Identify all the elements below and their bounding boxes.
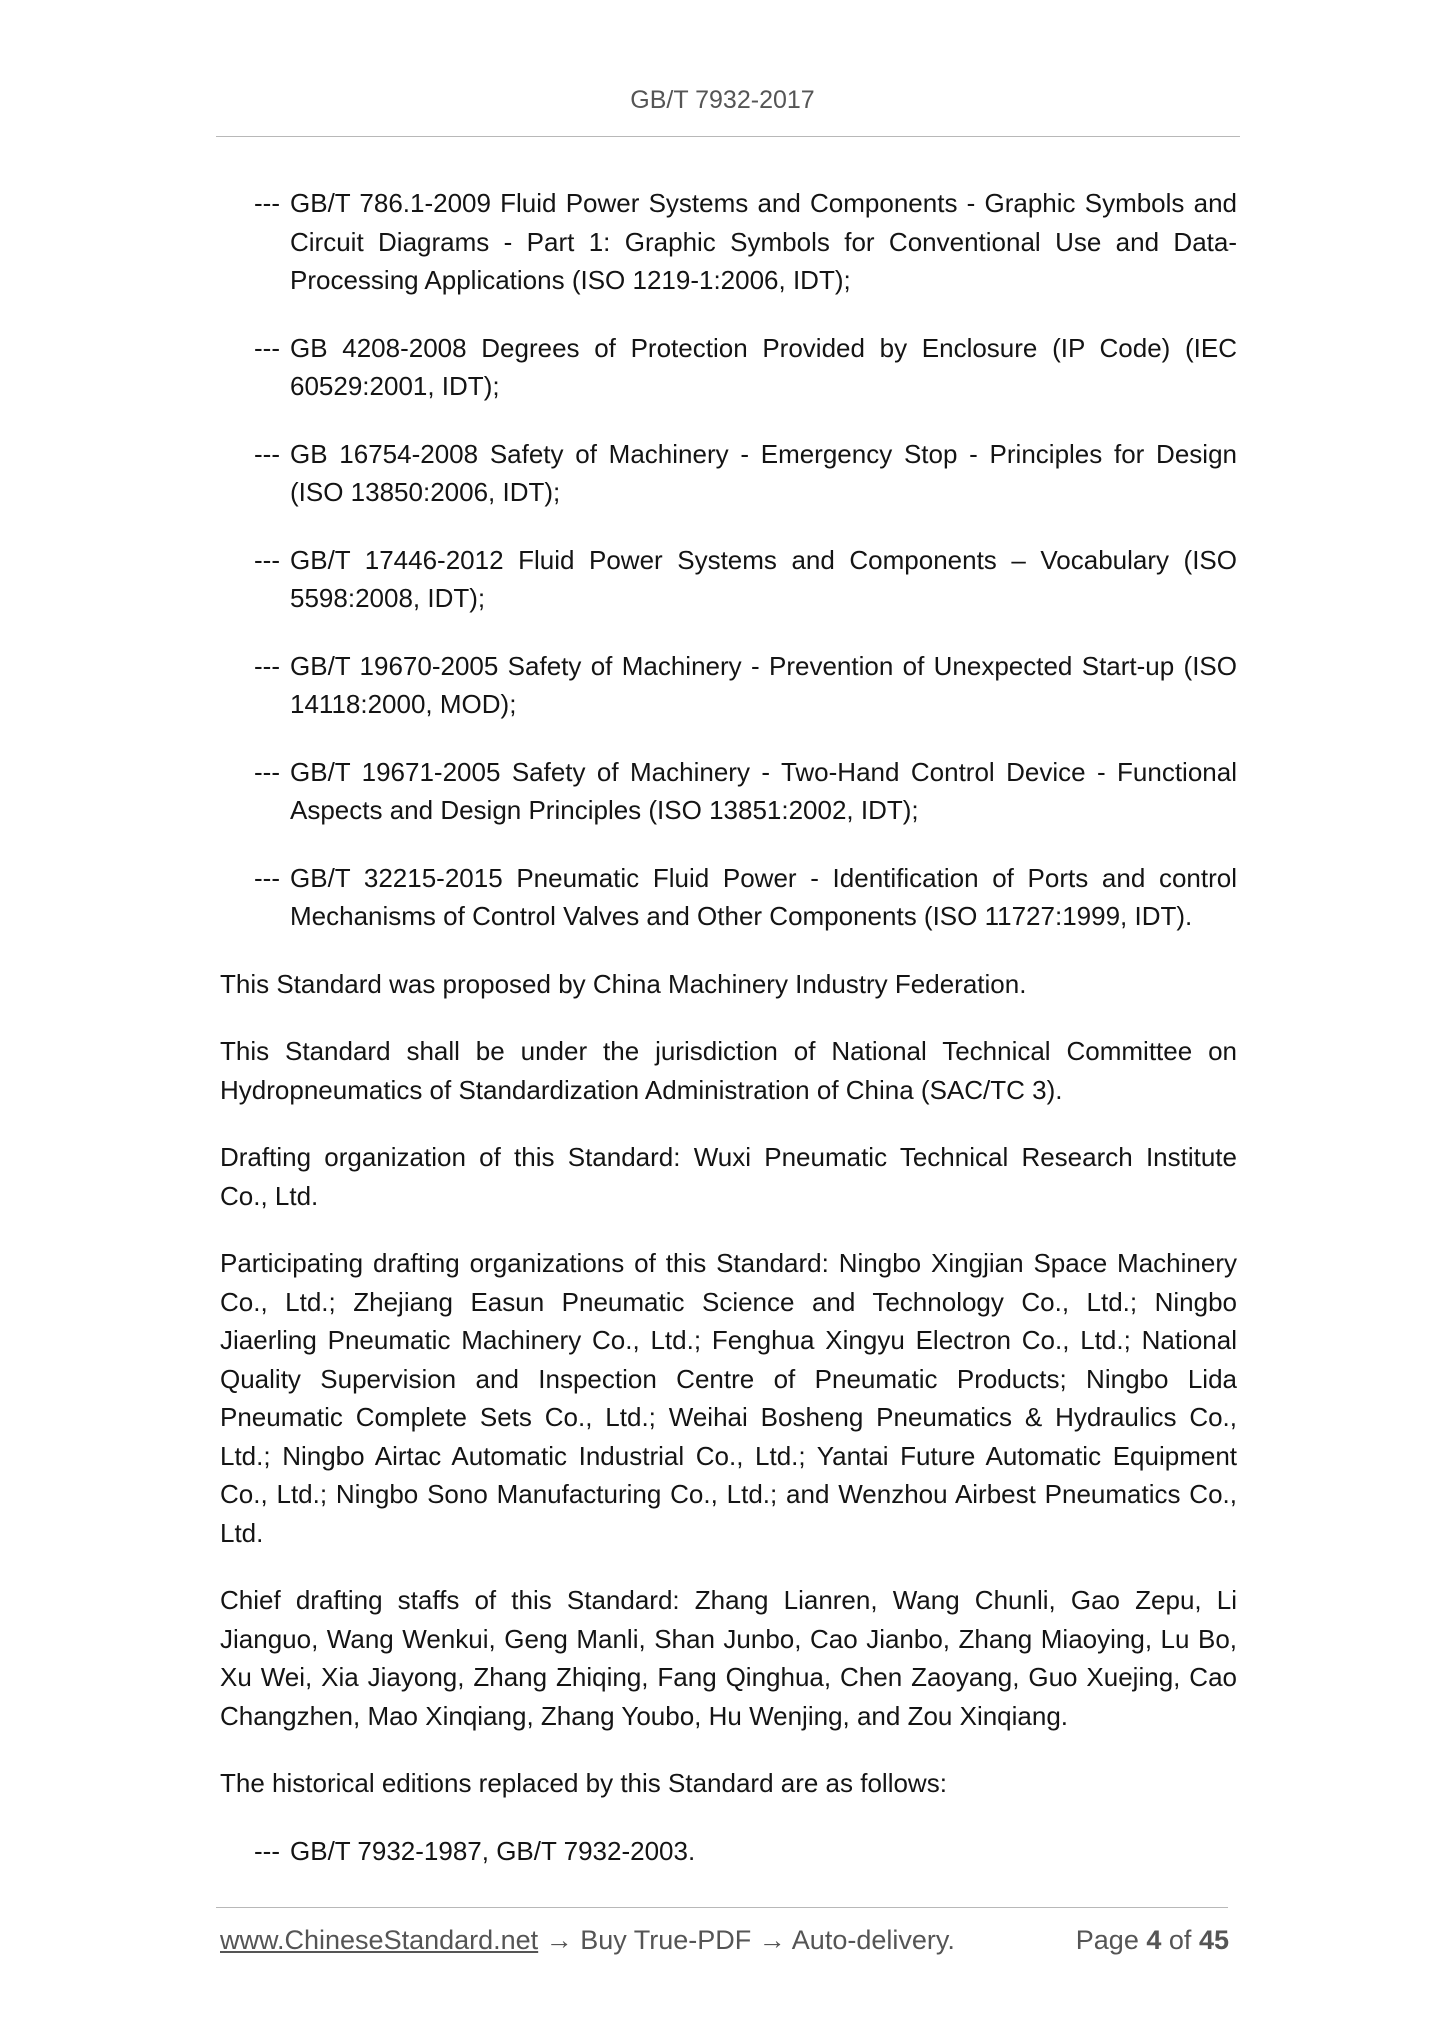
auto-delivery-text: Auto-delivery. (791, 1925, 955, 1955)
header-title: GB/T 7932-2017 (630, 86, 815, 114)
reference-dash: --- (254, 650, 280, 681)
website-link[interactable]: www.ChineseStandard.net (220, 1925, 539, 1955)
total-pages: 45 (1198, 1925, 1229, 1955)
page-label: Page (1075, 1925, 1139, 1955)
reference-dash: --- (254, 188, 280, 218)
reference-item (254, 753, 1237, 830)
reference-item (254, 184, 1237, 300)
arrow-right-icon: → (758, 1925, 786, 1955)
chief-drafting-staff-paragraph: Chief drafting staffs of this Standard: Zhang Lianren, Wang Chunli, Gao Zepu, Li Jianguo, Wang Wenkui, Geng Manli, Shan Junbo, Cao Jianbo, Zhang Miaoying, Lu Bo, Xu Wei, Xia Jiayong, Zhang Zhiqing, Fang Qinghua, Chen Zaoyang, Guo Xuejing, Cao Changzhen, Mao Xinqiang, Zhang Youbo, Hu Wenjing, and Zou Xinqiang. (220, 1585, 1237, 1731)
page-footer (220, 1925, 1237, 1965)
historical-dash: --- (254, 1835, 280, 1866)
footer-promo (220, 1925, 955, 1956)
reference-item (254, 435, 1237, 512)
reference-text: GB/T 19670-2005 Safety of Machinery - Prevention of Unexpected Start-up (ISO 14118:2000, MOD); (290, 650, 1237, 719)
reference-text: GB 16754-2008 Safety of Machinery - Emergency Stop - Principles for Design (ISO 13850:2006, IDT); (290, 438, 1237, 507)
reference-text: GB/T 786.1-2009 Fluid Power Systems and Components - Graphic Symbols and Circuit Diagrams - Part 1: Graphic Symbols for Conventional Use and Data-Processing Applications (ISO 1219-1:2006, IDT); (290, 188, 1237, 295)
reference-dash: --- (254, 332, 280, 363)
historical-edition-text: GB/T 7932-1987, GB/T 7932-2003. (290, 1835, 696, 1866)
historical-editions-paragraph: The historical editions replaced by this Standard are as follows: (220, 1768, 947, 1798)
proposed-paragraph: This Standard was proposed by China Machinery Industry Federation. (220, 968, 1027, 999)
drafting-organization-paragraph: Drafting organization of this Standard: Wuxi Pneumatic Technical Research Institute Co., Ltd. (220, 1142, 1237, 1211)
page-content (220, 184, 1237, 1899)
reference-dash: --- (254, 862, 280, 893)
reference-dash: --- (254, 438, 280, 469)
reference-text: GB 4208-2008 Degrees of Protection Provided by Enclosure (IP Code) (IEC 60529:2001, IDT); (290, 332, 1237, 401)
reference-item (254, 541, 1237, 618)
jurisdiction-paragraph: This Standard shall be under the jurisdiction of National Technical Committee on Hydropneumatics of Standardization Administration of China (SAC/TC 3). (220, 1036, 1237, 1105)
reference-item (254, 859, 1237, 936)
page-number: 4 (1146, 1925, 1162, 1955)
of-label: of (1168, 1925, 1192, 1955)
historical-edition-item (254, 1832, 1237, 1871)
reference-text: GB/T 19671-2005 Safety of Machinery - Two-Hand Control Device - Functional Aspects and Design Principles (ISO 13851:2002, IDT); (290, 756, 1237, 825)
reference-text: GB/T 32215-2015 Pneumatic Fluid Power - Identification of Ports and control Mechanisms of Control Valves and Other Components (ISO 11727:1999, IDT). (290, 862, 1237, 931)
buy-true-pdf-text: Buy True-PDF (580, 1925, 752, 1955)
footer-divider (216, 1907, 1228, 1908)
arrow-right-icon: → (545, 1925, 573, 1955)
participating-organizations-paragraph: Participating drafting organizations of this Standard: Ningbo Xingjian Space Machinery Co., Ltd.; Zhejiang Easun Pneumatic Science and Technology Co., Ltd.; Ningbo Jiaerling Pneumatic Machinery Co., Ltd.; Fenghua Xingyu Electron Co., Ltd.; National Quality Supervision and Inspection Centre of Pneumatic Products; Ningbo Lida Pneumatic Complete Sets Co., Ltd.; Weihai Bosheng Pneumatics & Hydraulics Co., Ltd.; Ningbo Airtac Automatic Industrial Co., Ltd.; Yantai Future Automatic Equipment Co., Ltd.; Ningbo Sono Manufacturing Co., Ltd.; and Wenzhou Airbest Pneumatics Co., Ltd. (220, 1248, 1237, 1548)
reference-item (254, 647, 1237, 724)
header-divider (216, 136, 1240, 137)
reference-text: GB/T 17446-2012 Fluid Power Systems and Components – Vocabulary (ISO 5598:2008, IDT); (290, 544, 1237, 613)
reference-item (254, 329, 1237, 406)
reference-dash: --- (254, 756, 280, 787)
page-indicator (1076, 1925, 1229, 1956)
reference-dash: --- (254, 544, 280, 575)
